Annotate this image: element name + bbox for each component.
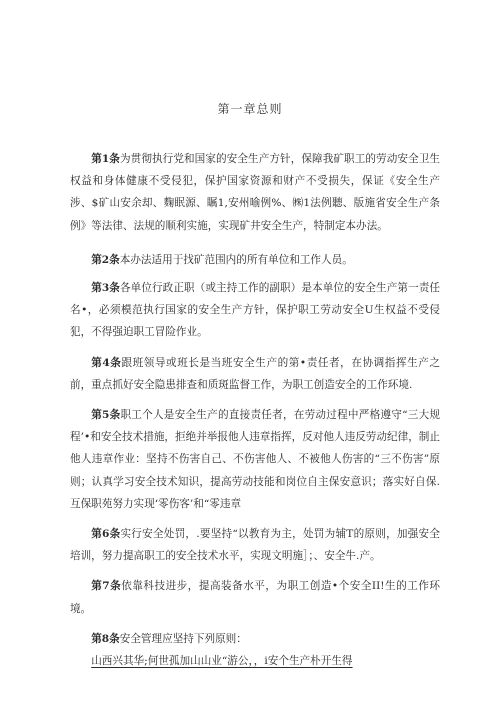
article-text: 职工个人是安全生产的直接责任者，在劳动过程中严格遵守“三大规程’•和安全技术措施，拒绝并举报他人违章指挥，反对他人违反劳动纪律，制止他人违章作业：坚持不伤害自己、不伤害他人、不被他人伤害的“三不伤害”原则；认真学习安全技术知识，提高劳动技能和岗位自主保安意识；落实好自保.互保职苑努力实现‘零伤客’和“零违章	[70, 409, 440, 510]
article-number: 第7条	[91, 580, 122, 593]
article-text: 安全管理应坚持下列原则：	[119, 632, 247, 645]
article-3	[70, 277, 440, 344]
article-8	[70, 628, 440, 650]
principle-line: 山西兴其华;何世孤加山山业“游公，，i安个生产朴开生得	[91, 655, 353, 668]
article-text: 实行安全处罚，.要坚持“以教育为主，处罚为辅T的原则，加强安全培训，努力提高职工的安全技术水平，实现文明施］；、安全牛.产。	[70, 528, 440, 563]
article-text: 依靠科技进步，提高装备水平，为职工创造•个安全II!生的工作环境。	[70, 580, 440, 615]
article-number: 第1条	[91, 153, 120, 165]
article-6	[70, 523, 440, 567]
article-number: 第8条	[91, 632, 120, 645]
article-number: 第5条	[91, 409, 121, 422]
article-text: 各单位行政正职（或主持工作的副职）是本单位的安全生产第一责任名•，必须模范执行国家的安全生产方针，保护职工劳动安全U生权益不受侵犯，不得强迫职工冒险作业。	[70, 282, 441, 339]
article-number: 第4条	[91, 356, 122, 369]
article-4	[70, 352, 440, 396]
article-text: 本办法适用于找矿范围内的所有单位和工作人员。	[119, 253, 353, 266]
article-text: 跟班领导或班长是当班安全生产的第•责任者，在协调指挥生产之前，重点抓好安全隐患排查和质斑监督工作，为职工创造安全的工作环境.	[70, 356, 441, 391]
article-1	[70, 148, 440, 237]
article-7	[70, 575, 440, 619]
document-body	[70, 148, 440, 672]
article-text: 为贯彻执行党和国家的安全生产方针，保障我矿职工的劳动安全卫生权益和身体健康不受侵犯，保护国家资源和财产不受损失，保证《安全生产涉、$矿山安余却、麴眠源、瞩1,安州喻例%、㈱1法例聽、版施省安全生产条例》等法律、法规的顺利实施，实现矿井安全生产，特制定本办法。	[70, 153, 441, 232]
article-5	[70, 404, 440, 515]
article-2	[70, 249, 440, 271]
article-number: 第6条	[91, 528, 121, 541]
article-number: 第3条	[91, 282, 120, 295]
article-number: 第2条	[91, 253, 120, 266]
chapter-title: 第一章总则	[217, 102, 283, 116]
